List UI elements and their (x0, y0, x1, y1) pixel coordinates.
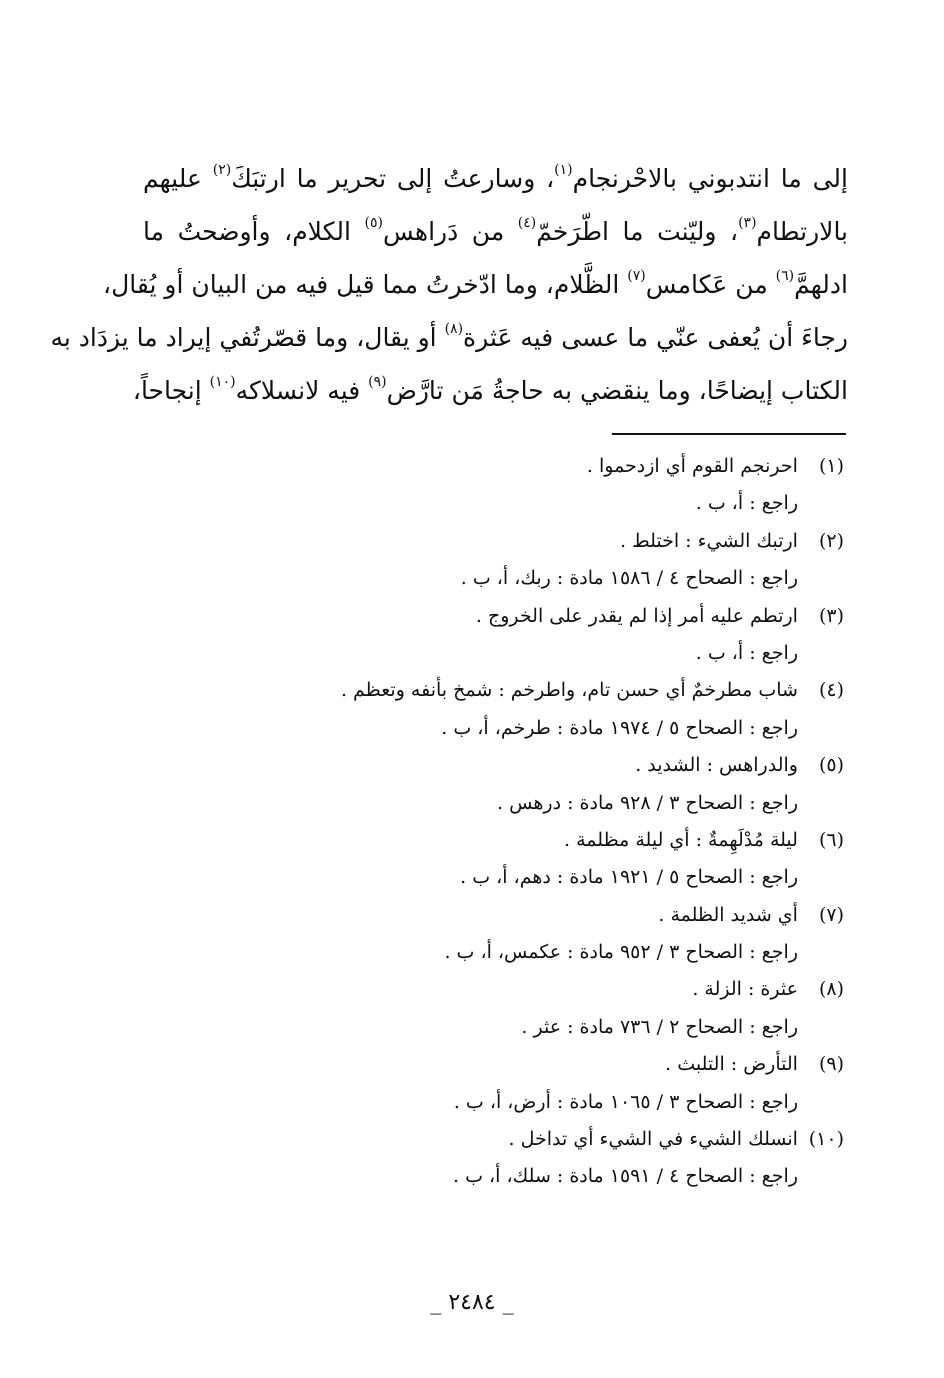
footnote-number: (٢) (818, 529, 844, 552)
footnote-text: ارتبك الشيء : اختلط . (619, 529, 798, 552)
footnote-text: عثرة : الزلة . (692, 978, 798, 1001)
footnote-6 (244, 822, 844, 859)
footnote-text: أي شديد الظلمة . (658, 903, 798, 926)
footnote-ref: (٢) (212, 161, 232, 178)
footnote-text: ليلة مُدْلَهِمةٌ : أي ليلة مظلمة . (564, 828, 798, 851)
footnote-7-reference: راجع : الصحاح ٣ / ٩٥٢ مادة : عكمس، أ، ب . (444, 941, 798, 964)
footnote-text: شاب مطرخمٌ أي حسن تام، واطرخم : شمخ بأنفه وتعظم . (340, 679, 798, 702)
footnote-ref: (٥) (364, 214, 384, 231)
footnote-ref: (٧) (627, 267, 646, 284)
footnote-number: (١) (818, 455, 844, 477)
footnote-ref: (٨) (444, 320, 464, 337)
footnote-separator (612, 433, 846, 435)
text-line: بالارتطام$^{(٣)}$، وليّنت ما اطّرَخمّ$^{(٤)}$ من دَراهس$^{(٥)}$ الكلام، وأوضحتُ ما (143, 214, 849, 246)
text-line: رجاءَ أن يُعفى عنّي ما عسى فيه عَثرة$^{(٨)}$ أو يقال، وما قصّرتُفي إيراد ما يزدَاد به (50, 320, 848, 352)
footnote-2-reference: راجع : الصحاح ٤ / ١٥٨٦ مادة : ربك، أ، ب . (460, 567, 798, 590)
footnote-text: ارتطم عليه أمر إذا لم يقدر على الخروج . (475, 604, 798, 627)
footnote-text: التأرض : التلبث . (665, 1053, 798, 1076)
footnote-9-reference: راجع : الصحاح ٣ / ١٠٦٥ مادة : أرض، أ، ب . (453, 1090, 798, 1113)
footnote-10-reference: راجع : الصحاح ٤ / ١٥٩١ مادة : سلك، أ، ب . (453, 1165, 798, 1188)
text-line: إلى ما انتدبوني بالاحْرنجام$^{(١)}$، وسارعتُ إلى تحرير ما ارتبَكَ$^{(٢)}$ عليهم (143, 161, 848, 193)
footnote-ref: (٦) (775, 267, 795, 284)
footnote-3 (244, 598, 844, 635)
footnotes-section (244, 448, 844, 1196)
text-line: الكتاب إيضاحًا، وما ينقضي به حاجةُ مَن تارَّض$^{(٩)}$ فيه لانسلاكه$^{(١٠)}$ إنجاحاً، (132, 373, 848, 405)
text-line: ادلهمَّ$^{(٦)}$ من عَكامس$^{(٧)}$ الظَّلام، وما ادّخرتُ مما قيل فيه من البيان أو يُقال، (103, 267, 848, 299)
footnote-text: انسلك الشيء في الشيء أي تداخل . (508, 1128, 798, 1151)
footnote-4-reference: راجع : الصحاح ٥ / ١٩٧٤ مادة : طرخم، أ، ب . (441, 716, 798, 739)
footnote-3-reference: راجع : أ، ب . (695, 641, 798, 664)
footnote-ref: (١) (554, 161, 573, 178)
footnote-number: (٨) (818, 978, 844, 1001)
footnote-1-reference: راجع : أ، ب . (695, 492, 798, 515)
footnote-text: احرنجم القوم أي ازدحموا . (586, 455, 798, 477)
footnote-number: (١٠) (808, 1128, 844, 1151)
footnote-1 (244, 448, 844, 485)
footnote-2 (244, 523, 844, 560)
footnote-number: (٤) (818, 679, 844, 702)
footnote-number: (٧) (818, 903, 844, 926)
footnote-5-reference: راجع : الصحاح ٣ / ٩٢٨ مادة : درهس . (497, 791, 798, 814)
footnote-ref: (٣) (738, 214, 757, 231)
footnote-9 (244, 1046, 844, 1083)
footnote-10 (244, 1121, 844, 1158)
footnote-5 (244, 747, 844, 784)
page-number: _ ٢٤٨٤ _ (430, 1290, 514, 1315)
footnote-ref: (١٠) (209, 373, 236, 390)
footnote-text: والدراهس : الشديد . (635, 754, 798, 777)
footnote-7 (244, 897, 844, 934)
footnote-6-reference: راجع : الصحاح ٥ / ١٩٢١ مادة : دهم، أ، ب . (460, 866, 798, 889)
footnote-number: (٦) (818, 828, 844, 851)
footnote-number: (٣) (818, 604, 844, 627)
footnote-8-reference: راجع : الصحاح ٢ / ٧٣٦ مادة : عثر . (521, 1015, 798, 1038)
footnote-ref: (٤) (517, 214, 537, 231)
main-text (50, 152, 849, 417)
footnote-number: (٥) (818, 754, 844, 777)
footnote-4 (244, 672, 844, 709)
footnote-8 (244, 971, 844, 1008)
footnote-ref: (٩) (368, 373, 387, 390)
footnote-number: (٩) (818, 1053, 844, 1076)
